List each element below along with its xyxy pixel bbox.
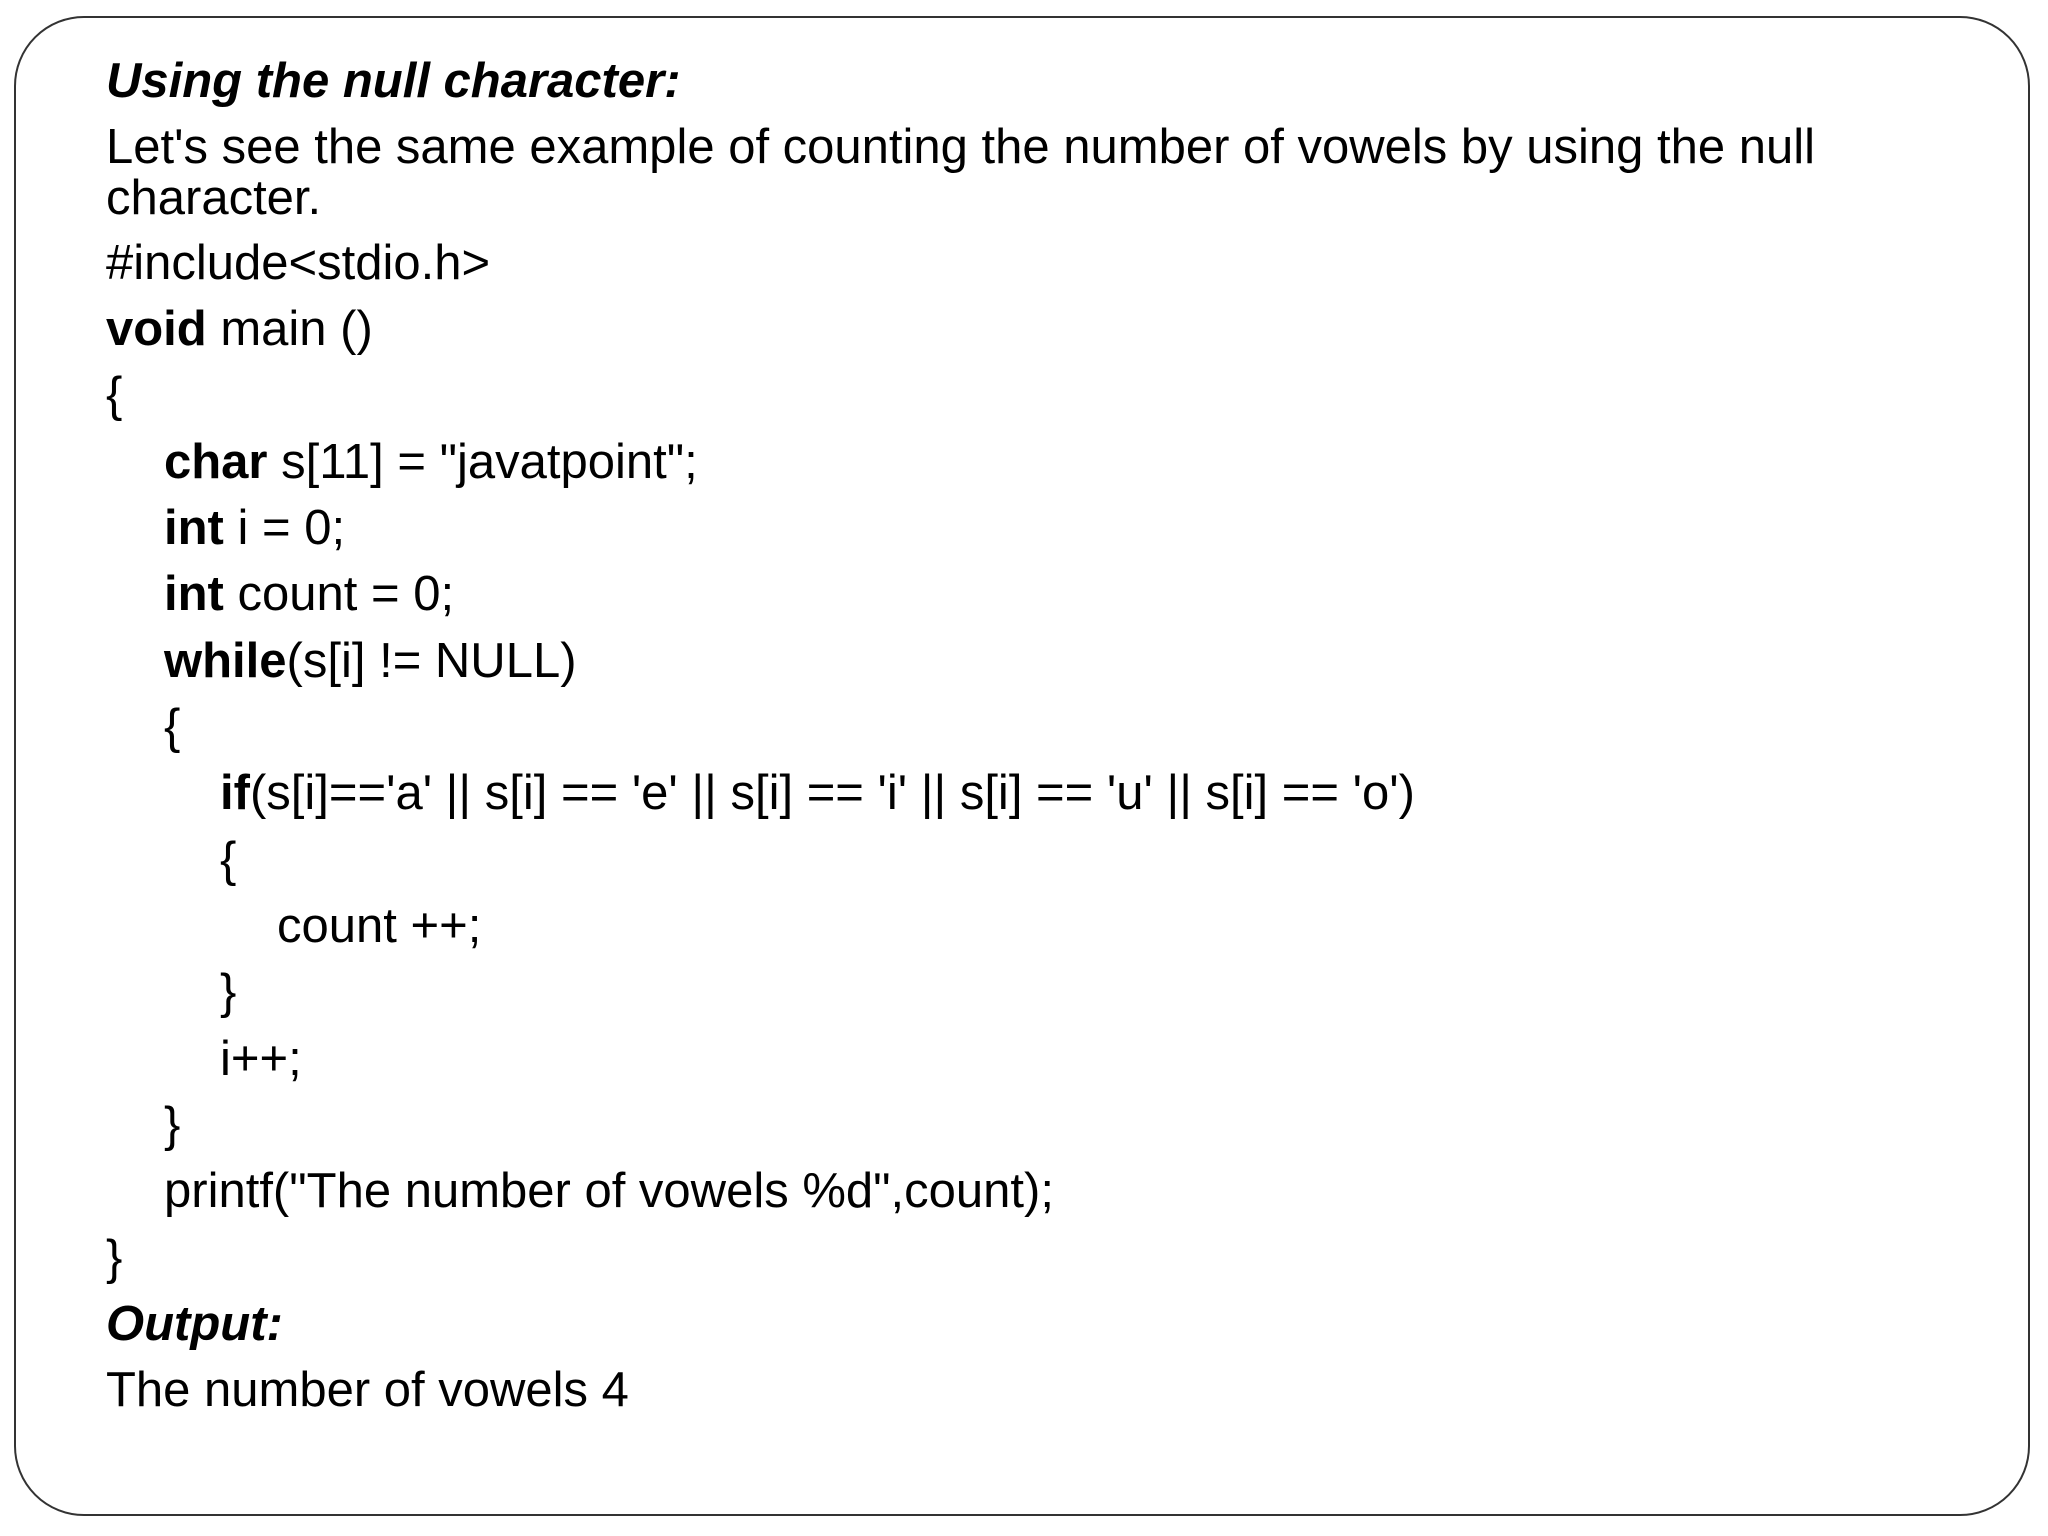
code-printf: printf("The number of vowels %d",count); (164, 1164, 1054, 1218)
keyword-while: while (164, 634, 287, 688)
intro-line-1: Let's see the same example of counting the number of vowels by using the null (106, 120, 1816, 174)
keyword-int: int (164, 567, 224, 621)
code-while-rest: (s[i] != NULL) (286, 634, 577, 688)
code-close-brace: } (106, 1231, 123, 1285)
keyword-char: char (164, 435, 268, 489)
output-text: The number of vowels 4 (106, 1363, 629, 1417)
code-main-line (106, 304, 373, 354)
code-count-increment: count ++; (277, 899, 482, 953)
code-while-line (164, 636, 577, 686)
intro-line-2: character. (106, 171, 322, 225)
keyword-if: if (220, 766, 250, 820)
code-int-i-rest: i = 0; (223, 501, 346, 555)
code-char-rest: s[11] = "javatpoint"; (267, 435, 698, 489)
code-i-increment: i++; (220, 1032, 302, 1086)
code-main-rest: main () (206, 302, 373, 356)
code-int-count-line (164, 569, 454, 619)
code-if-line (220, 768, 1415, 818)
code-if-rest: (s[i]=='a' || s[i] == 'e' || s[i] == 'i' || s[i] == 'u' || s[i] == 'o') (249, 766, 1415, 820)
code-if-close-brace: } (220, 965, 237, 1019)
code-while-open-brace: { (164, 700, 181, 754)
code-int-i-line (164, 503, 345, 553)
code-while-close-brace: } (164, 1098, 181, 1152)
code-open-brace: { (106, 368, 123, 422)
output-heading: Output: (106, 1297, 283, 1351)
code-int-count-rest: count = 0; (223, 567, 455, 621)
keyword-int: int (164, 501, 224, 555)
code-char-line (164, 437, 698, 487)
code-if-open-brace: { (220, 833, 237, 887)
code-include: #include<stdio.h> (106, 236, 491, 290)
keyword-void: void (106, 302, 207, 356)
section-heading: Using the null character: (106, 54, 681, 108)
